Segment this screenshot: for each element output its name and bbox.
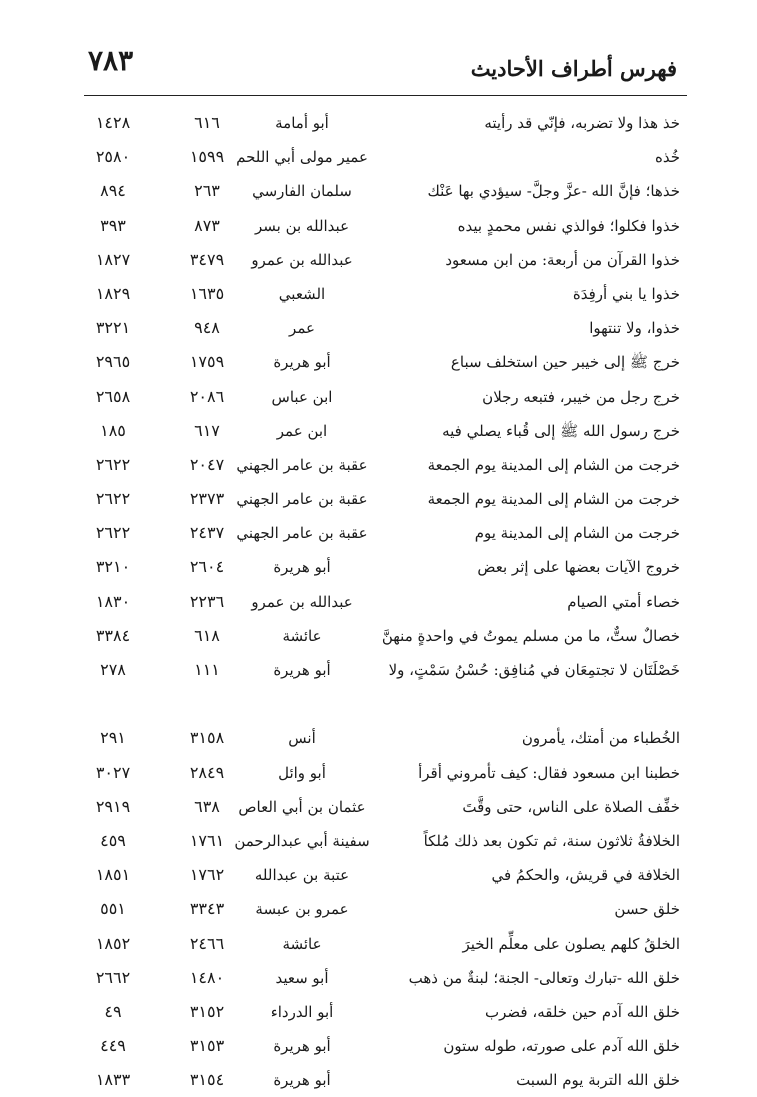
narrator-name: ابن عباس — [271, 387, 333, 406]
narrator-name: عمر — [289, 319, 315, 338]
reference-number: ٣٩٣ — [100, 215, 126, 235]
hadith-text: خذوا، ولا تنتهوا — [589, 319, 680, 338]
hadith-text: خفِّف الصلاة على الناس، حتى وقَّتَ — [462, 797, 680, 816]
reference-number: ٢٦٢٢ — [95, 523, 131, 543]
narrator-name: عبدالله بن عمرو — [251, 250, 353, 269]
table-row — [0, 345, 757, 379]
reference-number: ١٤٢٨ — [95, 113, 131, 132]
hadith-text: خذوا فكلوا؛ فوالذي نفس محمدٍ بيده — [457, 216, 680, 235]
hadith-number: ٢٢٣٦ — [189, 591, 225, 611]
hadith-text: خَصْلَتَان لا تجتمِعَان في مُنافِق: حُسْنُ سَمْتٍ، ولا — [388, 661, 680, 679]
narrator-name: ابن عمر — [276, 421, 328, 440]
narrator-name: أنس — [288, 729, 316, 748]
reference-number: ٢٩١ — [100, 728, 126, 748]
hadith-text: خلق الله التربة يوم السبت — [516, 1071, 680, 1090]
hadith-number: ٨٧٣ — [194, 215, 220, 235]
reference-number: ١٨٥١ — [95, 865, 131, 885]
hadith-text: خلق الله آدم على صورته، طوله ستون — [443, 1037, 680, 1056]
narrator-name: عائشة — [282, 626, 322, 645]
table-row — [0, 995, 757, 1029]
hadith-text: خُذه — [654, 148, 680, 167]
reference-number: ٢٩١٩ — [95, 796, 131, 816]
hadith-number: ١٤٨٠ — [189, 967, 225, 987]
hadith-number: ٦٣٨ — [194, 796, 220, 816]
reference-number: ٢٩٦٥ — [95, 352, 131, 372]
hadith-number: ٢٦٠٤ — [189, 557, 225, 577]
reference-number: ٢٧٨ — [100, 660, 126, 679]
hadith-text: خرجت من الشام إلى المدينة يوم — [474, 524, 680, 543]
hadith-number: ٢٤٦٦ — [189, 933, 225, 953]
hadith-number: ٢٦٣ — [194, 181, 220, 201]
hadith-number: ٦١٨ — [194, 625, 220, 645]
reference-number: ٢٦٢٢ — [95, 454, 131, 474]
reference-number: ٨٩٤ — [100, 181, 126, 201]
hadith-text: خروج الآيات بعضها على إثر بعض — [477, 558, 680, 577]
table-row — [0, 756, 757, 790]
hadith-number: ٩٤٨ — [194, 318, 220, 338]
table-row — [0, 653, 757, 721]
table-row — [0, 380, 757, 414]
reference-number: ١٨٢٧ — [95, 249, 131, 269]
reference-number: ٣٠٢٧ — [95, 762, 131, 782]
hadith-number: ١٦٣٥ — [189, 283, 225, 303]
table-row — [0, 619, 757, 653]
hadith-number: ٦١٦ — [194, 113, 220, 132]
table-row — [0, 243, 757, 277]
narrator-name: عائشة — [282, 934, 322, 953]
reference-number: ٤٤٩ — [100, 1036, 126, 1056]
reference-number: ٢٦٢٢ — [95, 489, 131, 509]
narrator-name: أبو هريرة — [273, 353, 331, 372]
table-row — [0, 892, 757, 926]
hadith-text: خذوا يا بني أرفِدَة — [572, 284, 680, 303]
hadith-number: ٣١٥٤ — [189, 1070, 225, 1090]
hadith-number: ١٧٦١ — [189, 830, 225, 850]
reference-number: ٣٣٨٤ — [95, 625, 131, 645]
table-row — [0, 550, 757, 584]
table-row — [0, 174, 757, 208]
narrator-name: أبو وائل — [278, 763, 326, 782]
reference-number: ١٨٣٠ — [95, 591, 131, 611]
reference-number: ١٨٣٣ — [95, 1070, 131, 1090]
hadith-text: الخلافة في قريش، والحكمُ في — [491, 866, 680, 885]
hadith-text: خلق الله آدم حين خلقه، فضرب — [485, 1002, 680, 1021]
hadith-text: خلق الله -تبارك وتعالى- الجنة؛ لبنةٌ من ذهب — [408, 968, 680, 987]
narrator-name: أبو هريرة — [273, 558, 331, 577]
narrator-name: أبو سعيد — [275, 968, 329, 987]
narrator-name: عبدالله بن عمرو — [251, 592, 353, 611]
hadith-text: خرج رجل من خيبر، فتبعه رجلان — [482, 387, 680, 406]
hadith-text: الخلافةُ ثلاثون سنة، ثم تكون بعد ذلك مُلكاً — [423, 831, 680, 850]
hadith-text: خلق حسن — [614, 900, 680, 919]
table-row — [0, 516, 757, 550]
narrator-name: الشعبي — [278, 284, 326, 303]
table-row — [0, 927, 757, 961]
narrator-name: أبو هريرة — [273, 1071, 331, 1090]
table-row — [0, 824, 757, 858]
table-row — [0, 482, 757, 516]
table-row — [0, 414, 757, 448]
hadith-number: ٢٨٤٩ — [189, 762, 225, 782]
reference-number: ٥٥١ — [100, 899, 126, 919]
header-divider — [84, 95, 687, 96]
table-row — [0, 277, 757, 311]
reference-number: ٣٢٢١ — [95, 318, 131, 338]
hadith-number: ٢٠٤٧ — [189, 454, 225, 474]
table-row — [0, 311, 757, 345]
hadith-text: الخلقُ كلهم يصلون على معلِّم الخيرَ — [462, 934, 680, 953]
table-row — [0, 585, 757, 619]
hadith-text: خرج رسول الله ﷺ إلى قُباء يصلي فيه — [442, 421, 680, 440]
hadith-text: خصاء أمتي الصيام — [567, 592, 680, 611]
table-row — [0, 209, 757, 243]
narrator-name: أبو هريرة — [273, 1037, 331, 1056]
table-row — [0, 858, 757, 892]
reference-number: ٤٥٩ — [100, 830, 126, 850]
narrator-name: عقبة بن عامر الجهني — [236, 490, 368, 509]
hadith-text: خذ هذا ولا تضربه، فإنّي قد رأيته — [484, 114, 680, 132]
reference-number: ٣٢١٠ — [95, 557, 131, 577]
page-title: فهرس أطراف الأحاديث — [470, 56, 677, 81]
hadith-number: ٣٣٤٣ — [189, 899, 225, 919]
narrator-name: أبو هريرة — [273, 661, 331, 679]
reference-number: ٢٦٥٨ — [95, 386, 131, 406]
narrator-name: عثمان بن أبي العاص — [238, 797, 366, 816]
hadith-number: ١٥٩٩ — [189, 147, 225, 167]
table-row — [0, 721, 757, 755]
table-row — [0, 961, 757, 995]
reference-number: ٢٦٦٢ — [95, 967, 131, 987]
hadith-number: ٢٤٣٧ — [189, 523, 225, 543]
hadith-number: ٢٠٨٦ — [189, 386, 225, 406]
reference-number: ٤٩ — [104, 1001, 122, 1021]
reference-number: ١٨٢٩ — [95, 283, 131, 303]
hadith-text: الخُطباء من أمتك، يأمرون — [521, 729, 680, 748]
hadith-text: خرج ﷺ إلى خيبر حين استخلف سباع — [450, 353, 680, 372]
narrator-name: أبو أمامة — [275, 114, 329, 132]
table-row — [0, 140, 757, 174]
narrator-name: عبدالله بن بسر — [254, 216, 350, 235]
hadith-text: خذها؛ فإنَّ الله -عزَّ وجلَّ- سيؤدي بها عَنْك — [427, 182, 680, 201]
table-row — [0, 106, 757, 140]
hadith-number: ٣١٥٢ — [189, 1001, 225, 1021]
hadith-number: ٣١٥٣ — [189, 1036, 225, 1056]
hadith-number: ١١١ — [194, 660, 220, 679]
index-table — [0, 106, 757, 1097]
hadith-text: خصالٌ ستٌّ، ما من مسلم يموتُ في واحدةٍ منهنَّ — [381, 626, 680, 645]
hadith-number: ٣١٥٨ — [189, 728, 225, 748]
hadith-number: ٦١٧ — [194, 420, 220, 440]
narrator-name: عقبة بن عامر الجهني — [236, 524, 368, 543]
page-number: ٧٨٣ — [88, 44, 134, 77]
table-row — [0, 790, 757, 824]
reference-number: ١٨٥ — [100, 420, 126, 440]
narrator-name: سفينة أبي عبدالرحمن — [234, 831, 370, 850]
hadith-number: ٣٤٧٩ — [189, 249, 225, 269]
narrator-name: عمرو بن عبسة — [255, 900, 349, 919]
hadith-number: ٢٣٧٣ — [189, 489, 225, 509]
narrator-name: سلمان الفارسي — [252, 182, 352, 201]
hadith-text: خذوا القرآن من أربعة: من ابن مسعود — [445, 250, 680, 269]
table-row — [0, 1029, 757, 1063]
narrator-name: عقبة بن عامر الجهني — [236, 455, 368, 474]
narrator-name: أبو الدرداء — [270, 1002, 334, 1021]
hadith-text: خرجت من الشام إلى المدينة يوم الجمعة — [427, 490, 680, 509]
hadith-number: ١٧٥٩ — [189, 352, 225, 372]
reference-number: ١٨٥٢ — [95, 933, 131, 953]
narrator-name: عمير مولى أبي اللحم — [236, 148, 368, 167]
table-row — [0, 448, 757, 482]
hadith-text: خطبنا ابن مسعود فقال: كيف تأمروني أقرأ — [418, 763, 680, 782]
narrator-name: عتبة بن عبدالله — [254, 866, 350, 885]
hadith-number: ١٧٦٢ — [189, 865, 225, 885]
reference-number: ٢٥٨٠ — [95, 147, 131, 167]
table-row — [0, 1063, 757, 1097]
hadith-text: خرجت من الشام إلى المدينة يوم الجمعة — [427, 455, 680, 474]
